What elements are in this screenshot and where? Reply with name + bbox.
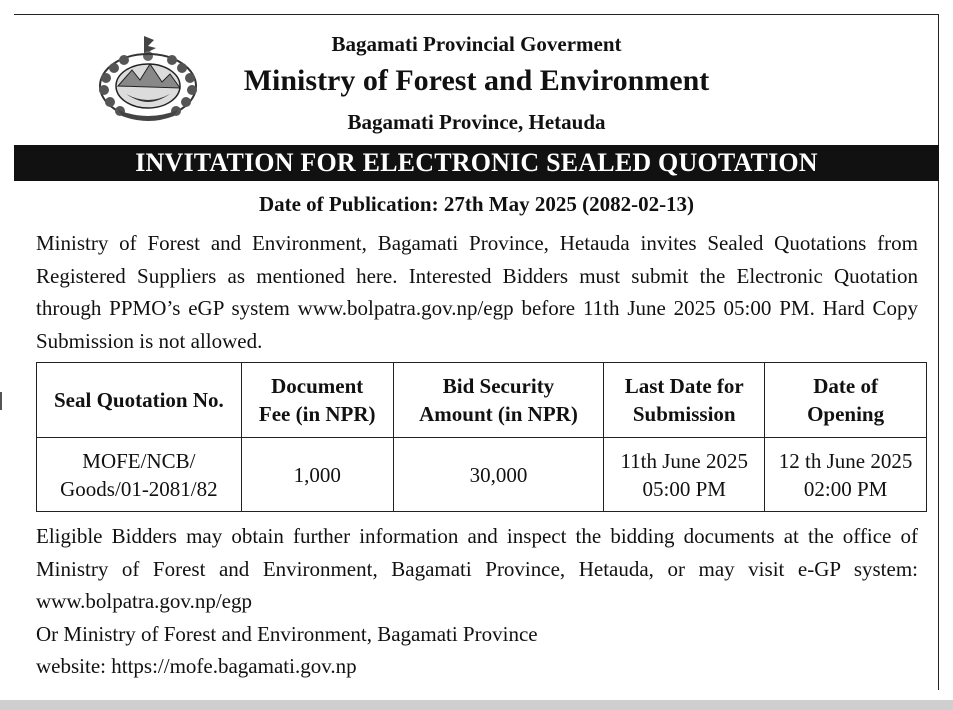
header-last-date: Last Date for Submission: [604, 363, 765, 438]
cell-bid-security: 30,000: [393, 438, 604, 512]
header-opening-date: Date of Opening: [765, 363, 927, 438]
ministry-name: Ministry of Forest and Environment: [243, 64, 710, 97]
header-bid-security: Bid Security Amount (in NPR): [393, 363, 604, 438]
page-bottom-strip: [0, 700, 953, 710]
table-header-row: [37, 363, 927, 438]
header-quotation-no: Seal Quotation No.: [37, 363, 242, 438]
footer-section: [36, 520, 918, 683]
table-row: [37, 438, 927, 512]
footer-info-paragraph: Eligible Bidders may obtain further information and inspect the bidding documents at the office of Ministry of Forest and Environment, Bagamati Province, Hetauda, or may visit e-GP system: www.bolpatra.gov.np/egp: [36, 524, 918, 613]
intro-paragraph: Ministry of Forest and Environment, Bagamati Province, Hetauda invites Sealed Quotations from Registered Suppliers as mentioned here. Interested Bidders must submit the Electronic Quotation through PPMO’s eGP system www.bolpatra.gov.np/egp before 11th June 2025 05:00 PM. Hard Copy Submission is not allowed.: [36, 231, 918, 353]
publication-date: Date of Publication: 27th May 2025 (2082-02-13): [258, 192, 695, 216]
header-document-fee: Document Fee (in NPR): [241, 363, 393, 438]
footer-website: website: https://mofe.bagamati.gov.np: [36, 654, 357, 678]
ministry-location: Bagamati Province, Hetauda: [347, 110, 606, 134]
government-name: Bagamati Provincial Goverment: [331, 32, 622, 56]
cell-opening-date: 12 th June 2025 02:00 PM: [765, 438, 927, 512]
notice-title-banner: INVITATION FOR ELECTRONIC SEALED QUOTATION: [14, 145, 939, 181]
footer-alt-line: Or Ministry of Forest and Environment, Bagamati Province: [36, 621, 538, 646]
quotation-table: [36, 362, 927, 512]
cell-last-date: 11th June 2025 05:00 PM: [604, 438, 765, 512]
cell-document-fee: 1,000: [241, 438, 393, 512]
cell-quotation-no: MOFE/NCB/ Goods/01-2081/82: [37, 438, 242, 512]
edge-mark: [0, 392, 2, 410]
